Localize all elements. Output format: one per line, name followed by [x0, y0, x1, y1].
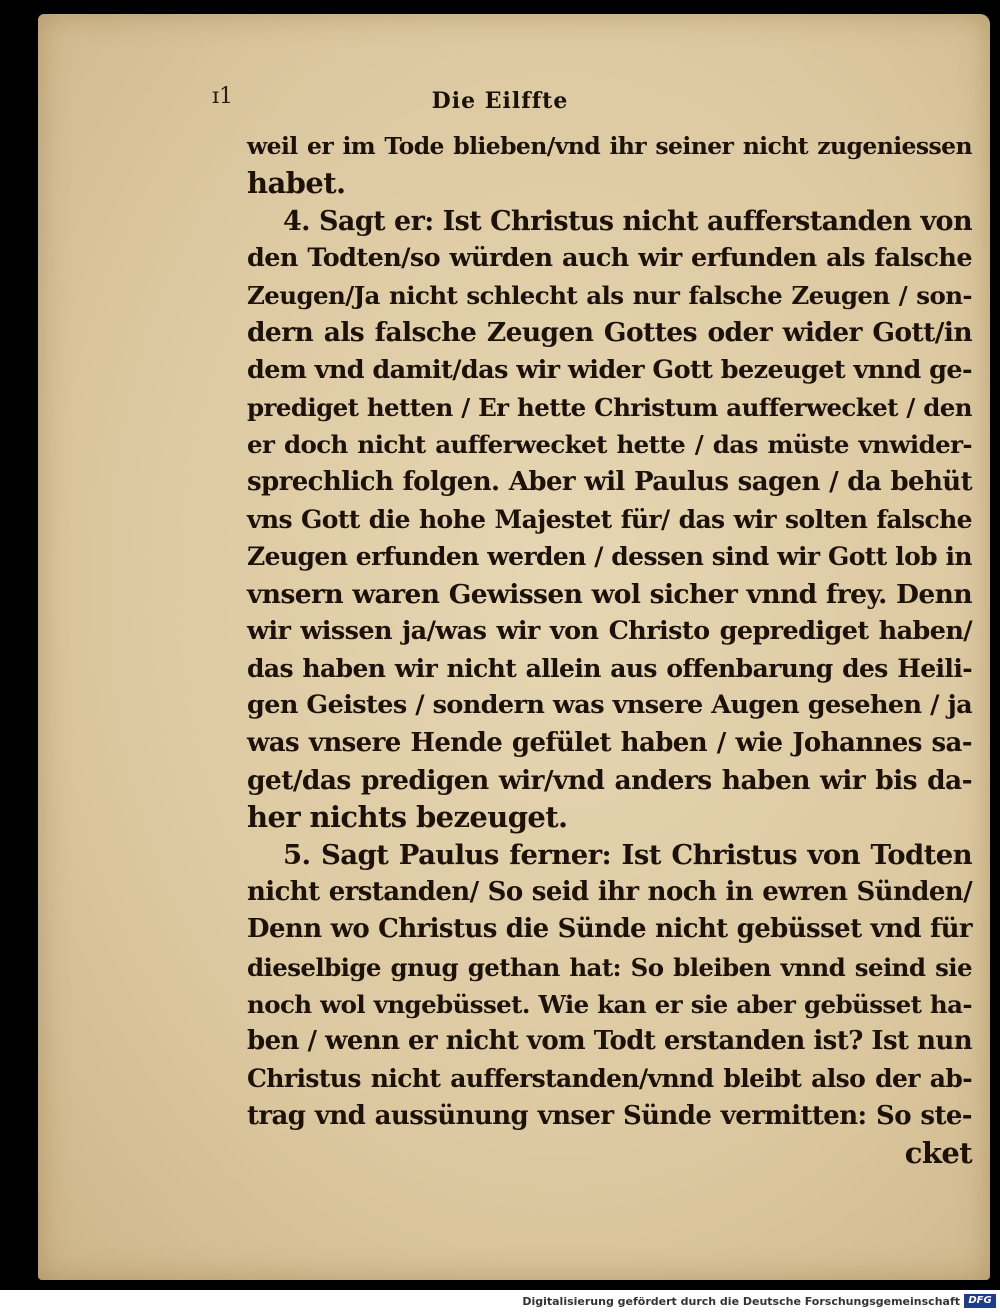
text-line: weil er im Tode blieben/vnd ihr seiner nicht zugeniessen [247, 132, 972, 160]
text-line: dern als falsche Zeugen Gottes oder wider Gott/in [247, 317, 972, 349]
text-line: ben / wenn er nicht vom Todt erstanden ist? Ist nun [247, 1026, 972, 1057]
text-line: sprechlich folgen. Aber wil Paulus sagen / da behüt [247, 466, 972, 497]
text-line: trag vnd aussünung vnser Sünde vermitten: So ste- [247, 1100, 972, 1131]
text-line: vns Gott die hohe Majestet für/ das wir solten falsche [247, 504, 972, 534]
catchword: cket [904, 1136, 972, 1171]
text-line: wir wissen ja/was wir von Christo geprediget haben/ [247, 615, 972, 646]
text-line: prediget hetten / Er hette Christum aufferwecket / den [247, 393, 972, 423]
text-line: 5. Sagt Paulus ferner: Ist Christus von Todten [283, 838, 972, 871]
text-line: vnsern waren Gewissen wol sicher vnnd frey. Denn [247, 578, 972, 610]
text-line: Zeugen/Ja nicht schlecht als nur falsche Zeugen / son- [247, 281, 972, 311]
text-line: 4. Sagt er: Ist Christus nicht aufferstanden von [283, 205, 972, 237]
text-line: her nichts bezeuget. [247, 800, 568, 835]
footer [0, 1290, 1000, 1313]
page-mark: ɪ1 [212, 84, 234, 109]
text-line: Zeugen erfunden werden / dessen sind wir Gott lob in [247, 542, 972, 572]
running-head: Die Eilffte [431, 88, 569, 114]
text-line: er doch nicht aufferwecket hette / das müste vnwider- [247, 430, 972, 460]
text-line: habet. [247, 166, 346, 201]
running-head-container [0, 88, 1000, 124]
dfg-logo-icon: DFG [964, 1294, 996, 1308]
funding-notice: Digitalisierung gefördert durch die Deutsche Forschungsgemeinschaft [522, 1295, 960, 1308]
text-line: dieselbige gnug gethan hat: So bleiben vnnd seind sie [247, 952, 972, 982]
text-line: noch wol vngebüsset. Wie kan er sie aber gebüsset ha- [247, 989, 972, 1019]
text-line: gen Geistes / sondern was vnsere Augen gesehen / ja [247, 690, 972, 721]
text-line: den Todten/so würden auch wir erfunden als falsche [247, 242, 972, 273]
text-line: was vnsere Hende gefület haben / wie Johannes sa- [247, 727, 972, 758]
text-line: get/das predigen wir/vnd anders haben wir bis da- [247, 765, 972, 797]
text-line: das haben wir nicht allein aus offenbarung des Heili- [247, 654, 972, 684]
text-line: Denn wo Christus die Sünde nicht gebüsset vnd für [247, 914, 972, 945]
body-text [247, 128, 972, 1172]
text-line: dem vnd damit/das wir wider Gott bezeuget vnnd ge- [247, 354, 972, 385]
text-line: nicht erstanden/ So seid ihr noch in ewren Sünden/ [247, 876, 972, 907]
text-line: Christus nicht aufferstanden/vnnd bleibt also der ab- [247, 1064, 972, 1094]
